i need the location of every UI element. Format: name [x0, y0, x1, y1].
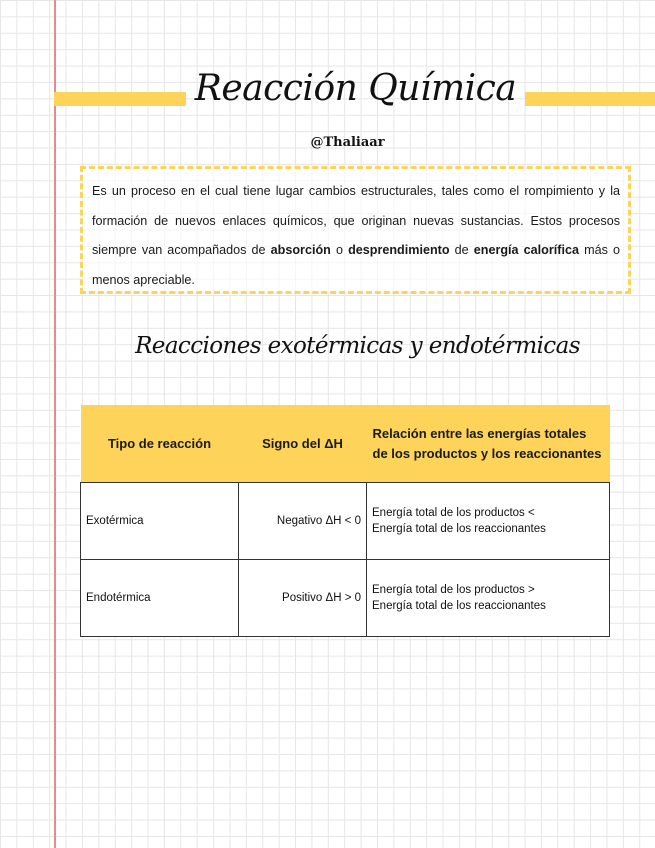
cell-reaction-type: Exotérmica [81, 483, 239, 560]
cell-delta-h-sign: Negativo ΔH < 0 [239, 483, 367, 560]
table-header-row [81, 405, 610, 483]
header-delta-h-sign: Signo del ΔH [239, 405, 367, 483]
page-margin-line [54, 0, 56, 848]
section-subtitle: Reacciones exotérmicas y endotérmicas [135, 333, 580, 359]
header-energy-relation: Relación entre las energías totales de los productos y los reaccionantes [367, 405, 610, 483]
definition-bold-energia: energía calorífica [473, 243, 579, 257]
page-title: Reacción Química [194, 68, 517, 109]
definition-bold-desprendimiento: desprendimiento [348, 243, 450, 257]
definition-text: o [330, 243, 349, 257]
title-highlight-left [54, 92, 186, 106]
author-handle: @Thaliaar [310, 135, 385, 150]
definition-box [80, 166, 631, 294]
cell-delta-h-sign: Positivo ΔH > 0 [239, 560, 367, 637]
definition-text: Es un proceso en el cual tiene lugar cambios estructurales, tales como el rompimiento y la formación de nuevos enlaces químicos, que originan nuevas sustancias. Estos procesos siempre van acompañados de [92, 184, 620, 257]
relation-line: Energía total de los reaccionantes [372, 600, 546, 612]
relation-line: Energía total de los productos > [372, 584, 535, 596]
definition-text: más o menos apreciable. [92, 243, 620, 287]
relation-line: Energía total de los reaccionantes [372, 523, 546, 535]
reactions-table [80, 405, 610, 637]
definition-bold-absorption: absorción [270, 243, 331, 257]
relation-line: Energía total de los productos < [372, 507, 535, 519]
definition-text: de [449, 243, 474, 257]
cell-energy-relation [367, 483, 610, 560]
cell-reaction-type: Endotérmica [81, 560, 239, 637]
cell-energy-relation [367, 560, 610, 637]
header-reaction-type: Tipo de reacción [81, 405, 239, 483]
table-row [81, 483, 610, 560]
title-highlight-right [525, 92, 655, 106]
table-row [81, 560, 610, 637]
